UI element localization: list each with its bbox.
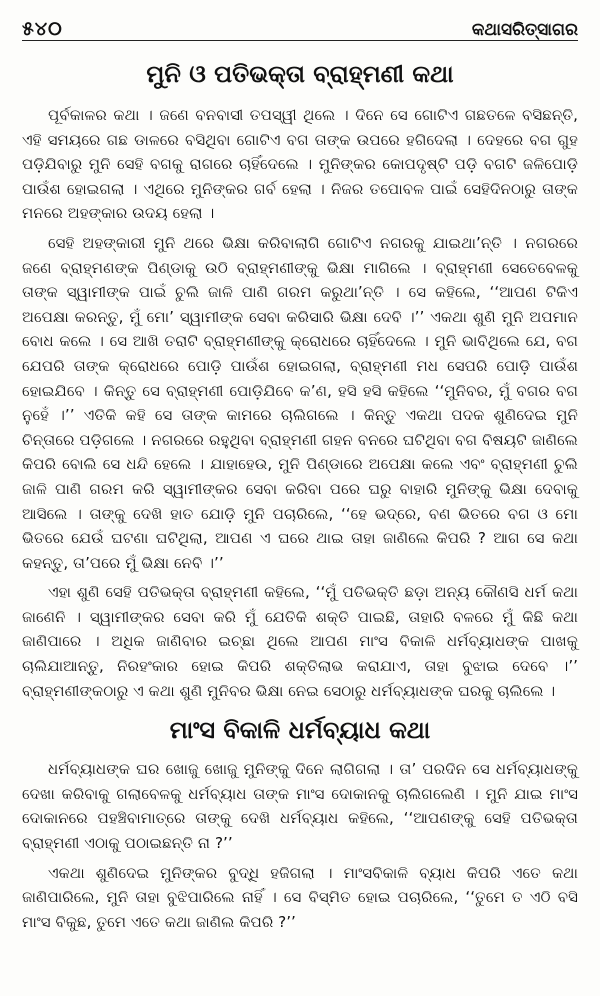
paragraph: ପୂର୍ବକାଳର କଥା । ଜଣେ ବନବାସୀ ତପସ୍ୱୀ ଥିଲେ । ଦିନେ ସେ ଗୋଟିଏ ଗଛତଳେ ବସିଛନ୍ତି, ଏହି ସମୟରେ ଗଛ ଡାଳରେ ବସିଥିବା ଗୋଟିଏ ବଗ ତାଙ୍କ ଉପରେ ହଗିଦେଲା । ଦେହରେ ବଗ ଗୁହ ପଡ଼ିଯିବାରୁ ମୁନି ସେହି ବଗକୁ ରାଗରେ ଚାହିଁଦେଲେ । ମୁନିଙ୍କର କୋପଦୃଷ୍ଟି ପଡ଼ି ବଗଟି ଜଳିପୋଡ଼ି ପାଉଁଶ ହୋଇଗଲା । ଏଥିରେ ମୁନିଙ୍କର ଗର୍ବ ହେଲା । ନିଜର ତପୋବଳ ପାଇଁ ସେହିଦିନଠାରୁ ତାଙ୍କ ମନରେ ଅହଙ୍କାର ଉଦୟ ହେଲା । <box>22 106 578 223</box>
story-title: ମୁନି ଓ ପତିଭକ୍ତା ବ୍ରାହ୍ମଣୀ କଥା <box>146 60 454 88</box>
running-head: କଥାସରିତ୍‌ସାଗର <box>471 20 578 40</box>
page-number: ୫୪୦ <box>22 18 63 40</box>
paragraph: ଏହା ଶୁଣି ସେହି ପତିଭକ୍ତା ବ୍ରାହ୍ମଣୀ କହିଲେ, ‘‘ମୁଁ ପତିଭକ୍ତି ଛଡ଼ା ଅନ୍ୟ କୌଣସି ଧର୍ମ କଥା ଜାଣେନି । ସ୍ୱାମୀଙ୍କର ସେବା କରି ମୁଁ ଯେତିକି ଶକ୍ତି ପାଇଛି, ତାହାରି ବଳରେ ମୁଁ କିଛି କଥା ଜାଣିପାରେ । ଅଧିକ ଜାଣିବାର ଇଚ୍ଛା ଥିଲେ ଆପଣ ମାଂସ ବିକାଳି ଧର୍ମବ୍ୟାଧଙ୍କ ପାଖକୁ ଚାଲିଯାଆନ୍ତୁ, ନିରହଂକାର ହୋଇ କିପରି ଶକ୍ତିଲାଭ କରାଯାଏ, ତାହା ବୁଝାଇ ଦେବେ ।’’ ବ୍ରାହ୍ମଣୀଙ୍କଠାରୁ ଏ କଥା ଶୁଣି ମୁନିବର ଭିକ୍ଷା ନେଇ ସେଠାରୁ ଧର୍ମବ୍ୟାଧଙ୍କ ଘରକୁ ଚାଲିଲେ । <box>22 583 578 700</box>
paragraph: ଧର୍ମବ୍ୟାଧଙ୍କ ଘର ଖୋଜୁ ଖୋଜୁ ମୁନିଙ୍କୁ ଦିନେ ଲାଗିଗଲା । ତା’ ପରଦିନ ସେ ଧର୍ମବ୍ୟାଧଙ୍କୁ ଦେଖା କରିବାକୁ ଗଲାବେଳକୁ ଧର୍ମବ୍ୟାଧ ତାଙ୍କ ମାଂସ ଦୋକାନକୁ ଚାଲିଗଲେଣି । ମୁନି ଯାଇ ମାଂସ ଦୋକାନରେ ପହଞ୍ଚିବାମାତ୍ରେ ତାଙ୍କୁ ଦେଖି ଧର୍ମବ୍ୟାଧ କହିଲେ, ‘‘ଆପଣଙ୍କୁ ସେହି ପତିଭକ୍ତା ବ୍ରାହ୍ମଣୀ ଏଠାକୁ ପଠାଇଛନ୍ତି ନା ?’’ <box>22 760 578 853</box>
paragraph: ସେହି ଅହଙ୍କାରୀ ମୁନି ଥରେ ଭିକ୍ଷା କରିବାଲାଗି ଗୋଟିଏ ନଗରକୁ ଯାଇଥା’ନ୍ତି । ନଗରରେ ଜଣେ ବ୍ରାହ୍ମଣଙ୍କ ପିଣ୍ଡାକୁ ଉଠି ବ୍ରାହ୍ମଣୀଙ୍କୁ ଭିକ୍ଷା ମାଗିଲେ । ବ୍ରାହ୍ମଣୀ ସେତେବେଳକୁ ତାଙ୍କ ସ୍ୱାମୀଙ୍କ ପାଇଁ ଚୁଲି ଜାଳି ପାଣି ଗରମ କରୁଥା’ନ୍ତି । ସେ କହିଲେ, ‘‘ଆପଣ ଟିକିଏ ଅପେକ୍ଷା କରନ୍ତୁ, ମୁଁ ମୋ’ ସ୍ୱାମୀଙ୍କ ସେବା କରିସାରି ଭିକ୍ଷା ଦେବି ।’’ ଏକଥା ଶୁଣି ମୁନି ଅପମାନ ବୋଧ କଲେ । ସେ ଆଖି ତରାଟି ବ୍ରାହ୍ମଣୀଙ୍କୁ କ୍ରୋଧରେ ଚାହିଁଦେଲେ । ମୁନି ଭାବିଥିଲେ ଯେ, ବଗ ଯେପରି ତାଙ୍କ କ୍ରୋଧରେ ପୋଡ଼ି ପାଉଁଶ ହୋଇଗଲା, ବ୍ରାହ୍ମଣୀ ମଧ ସେପରି ପୋଡ଼ି ପାଉଁଶ ହୋଇଯିବେ । କିନ୍ତୁ ସେ ବ୍ରାହ୍ମଣୀ ପୋଡ଼ିଯିବେ କ’ଣ, ହସି ହସି କହିଲେ ‘‘ମୁନିବର, ମୁଁ ବଗର ବଗ ନୁହେଁ ।’’ ଏତିକି କହି ସେ ତାଙ୍କ କାମରେ ଚାଲିଗଲେ । କିନ୍ତୁ ଏକଥା ପଦକ ଶୁଣିଦେଇ ମୁନି ଚିନ୍ତାରେ ପଡ଼ିଗଲେ । ନଗରରେ ରହୁଥିବା ବ୍ରାହ୍ମଣୀ ଗହନ ବନରେ ଘଟିଥିବା ବଗ ବିଷୟଟି ଜାଣିଲେ କିପରି ବୋଲି ସେ ଧନ୍ଦି ହେଲେ । ଯାହାହେଉ, ମୁନି ପିଣ୍ଡାରେ ଅପେକ୍ଷା କଲେ ଏବଂ ବ୍ରାହ୍ମଣୀ ଚୁଲି ଜାଳି ପାଣି ଗରମ କରି ସ୍ୱାମୀଙ୍କର ସେବା କରିବା ପରେ ଘରୁ ବାହାରି ମୁନିଙ୍କୁ ଭିକ୍ଷା ଦେବାକୁ ଆସିଲେ । ତାଙ୍କୁ ଦେଖି ହାତ ଯୋଡ଼ି ମୁନି ପଚାରିଲେ, ‘‘ହେ ଭଦ୍ରେ, ବଣ ଭିତରେ ବଗ ଓ ମୋ ଭିତରେ ଯେଉଁ ଘଟଣା ଘଟିଥିଲା, ଆପଣ ଏ ଘରେ ଥାଇ ତାହା ଜାଣିଲେ କିପରି ? ଆଗ ସେ କଥା କହନ୍ତୁ, ତା’ପରେ ମୁଁ ଭିକ୍ଷା ନେବି ।’’ <box>22 233 578 572</box>
story-title: ମାଂସ ବିକାଳି ଧର୍ମବ୍ୟାଧ କଥା <box>169 716 431 745</box>
paragraph: ଏକଥା ଶୁଣିଦେଇ ମୁନିଙ୍କର ବୁଦ୍ଧି ହଜିଗଲା । ମାଂସବିକାଳି ବ୍ୟାଧ କିପରି ଏତେ କଥା ଜାଣିପାରିଲେ, ମୁନି ତାହା ବୁଝିପାରିଲେ ନାହିଁ । ସେ ବିସ୍ମିତ ହୋଇ ପଚାରିଲେ, ‘‘ତୁମେ ତ ଏଠି ବସି ମାଂସ ବିକୁଛ, ତୁମେ ଏତେ କଥା ଜାଣିଲ କିପରି ?’’ <box>22 863 578 931</box>
page-header <box>22 10 578 41</box>
